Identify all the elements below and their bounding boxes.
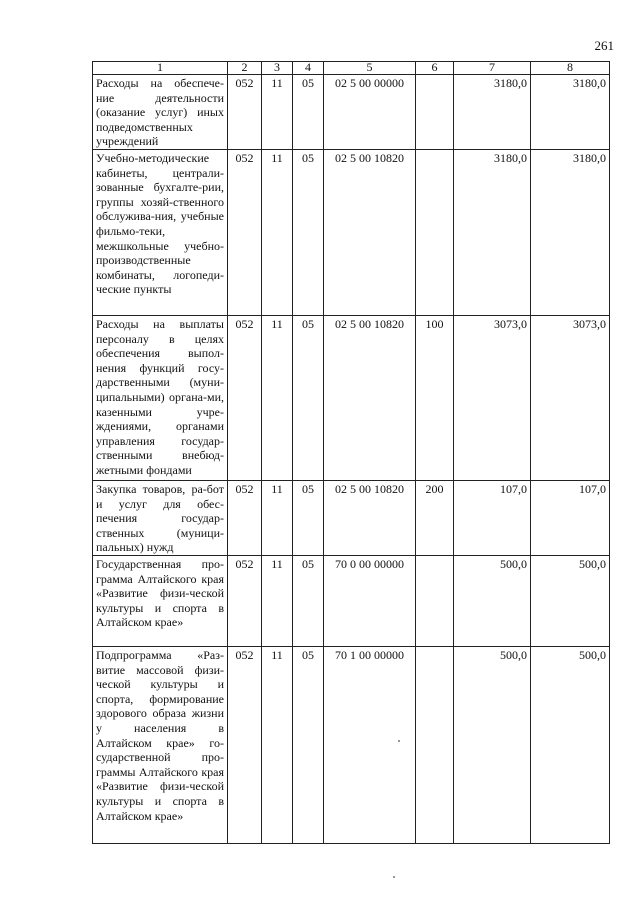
scan-speck	[398, 740, 400, 742]
table-row	[93, 75, 610, 150]
section-code: 11	[262, 149, 293, 315]
amount-col7: 500,0	[454, 646, 531, 843]
expense-type-code	[416, 555, 454, 646]
target-article-code: 02 5 00 00000	[324, 75, 416, 150]
amount-col8: 500,0	[531, 555, 610, 646]
target-article-code: 02 5 00 10820	[324, 480, 416, 555]
ministry-code: 052	[228, 75, 262, 150]
section-code: 11	[262, 480, 293, 555]
table-row	[93, 555, 610, 646]
amount-col7: 3180,0	[454, 149, 531, 315]
target-article-code: 70 1 00 00000	[324, 646, 416, 843]
subsection-code: 05	[293, 315, 324, 480]
subsection-code: 05	[293, 480, 324, 555]
expense-type-code	[416, 646, 454, 843]
expense-type-code	[416, 75, 454, 150]
column-header: 4	[293, 62, 324, 75]
column-header: 8	[531, 62, 610, 75]
expense-item-name: Государственная про-грамма Алтайского края «Развитие физи-ческой культуры и спорта в Алтайском крае»	[93, 555, 228, 646]
expense-item-name: Учебно-методические кабинеты, централи-зованные бухгалте-рии, группы хозяй-ственного обслужива-ния, учебные фильмо-теки, межшкольные учебно-производственные комбинаты, логопеди-ческие пункты	[93, 149, 228, 315]
ministry-code: 052	[228, 149, 262, 315]
section-code: 11	[262, 646, 293, 843]
ministry-code: 052	[228, 480, 262, 555]
section-code: 11	[262, 555, 293, 646]
amount-col7: 500,0	[454, 555, 531, 646]
amount-col7: 3180,0	[454, 75, 531, 150]
amount-col8: 500,0	[531, 646, 610, 843]
amount-col8: 107,0	[531, 480, 610, 555]
expense-type-code: 100	[416, 315, 454, 480]
subsection-code: 05	[293, 149, 324, 315]
column-header: 3	[262, 62, 293, 75]
expense-item-name: Расходы на обеспече-ние деятельности (оказание услуг) иных подведомственных учреждений	[93, 75, 228, 150]
expense-item-name: Расходы на выплаты персоналу в целях обеспечения выпол-нения функций госу-дарственными (муни-ципальными) органа-ми, казенными учре-ждениями, органами управления государ-ственными внебюд-жетными фондами	[93, 315, 228, 480]
subsection-code: 05	[293, 646, 324, 843]
page-number: 261	[594, 38, 614, 53]
amount-col8: 3180,0	[531, 149, 610, 315]
amount-col8: 3073,0	[531, 315, 610, 480]
section-code: 11	[262, 75, 293, 150]
ministry-code: 052	[228, 555, 262, 646]
amount-col8: 3180,0	[531, 75, 610, 150]
subsection-code: 05	[293, 555, 324, 646]
target-article-code: 02 5 00 10820	[324, 315, 416, 480]
expense-type-code: 200	[416, 480, 454, 555]
target-article-code: 02 5 00 10820	[324, 149, 416, 315]
column-header: 6	[416, 62, 454, 75]
column-header: 2	[228, 62, 262, 75]
budget-table	[92, 61, 610, 844]
column-header: 7	[454, 62, 531, 75]
expense-item-name: Закупка товаров, ра-бот и услуг для обес-печения государ-ственных (муници-пальных) нужд	[93, 480, 228, 555]
expense-item-name: Подпрограмма «Раз-витие массовой физи-ческой культуры и спорта, формирование здорового образа жизни у населения в Алтайском крае» го-сударственной про-граммы Алтайского края «Развитие физи-ческой культуры и спорта в Алтайском крае»	[93, 646, 228, 843]
scan-speck	[393, 876, 395, 878]
ministry-code: 052	[228, 646, 262, 843]
column-header: 1	[93, 62, 228, 75]
amount-col7: 107,0	[454, 480, 531, 555]
table-row	[93, 480, 610, 555]
expense-type-code	[416, 149, 454, 315]
subsection-code: 05	[293, 75, 324, 150]
table-row	[93, 646, 610, 843]
ministry-code: 052	[228, 315, 262, 480]
section-code: 11	[262, 315, 293, 480]
table-row	[93, 315, 610, 480]
target-article-code: 70 0 00 00000	[324, 555, 416, 646]
table-header-row	[93, 62, 610, 75]
amount-col7: 3073,0	[454, 315, 531, 480]
column-header: 5	[324, 62, 416, 75]
table-row	[93, 149, 610, 315]
